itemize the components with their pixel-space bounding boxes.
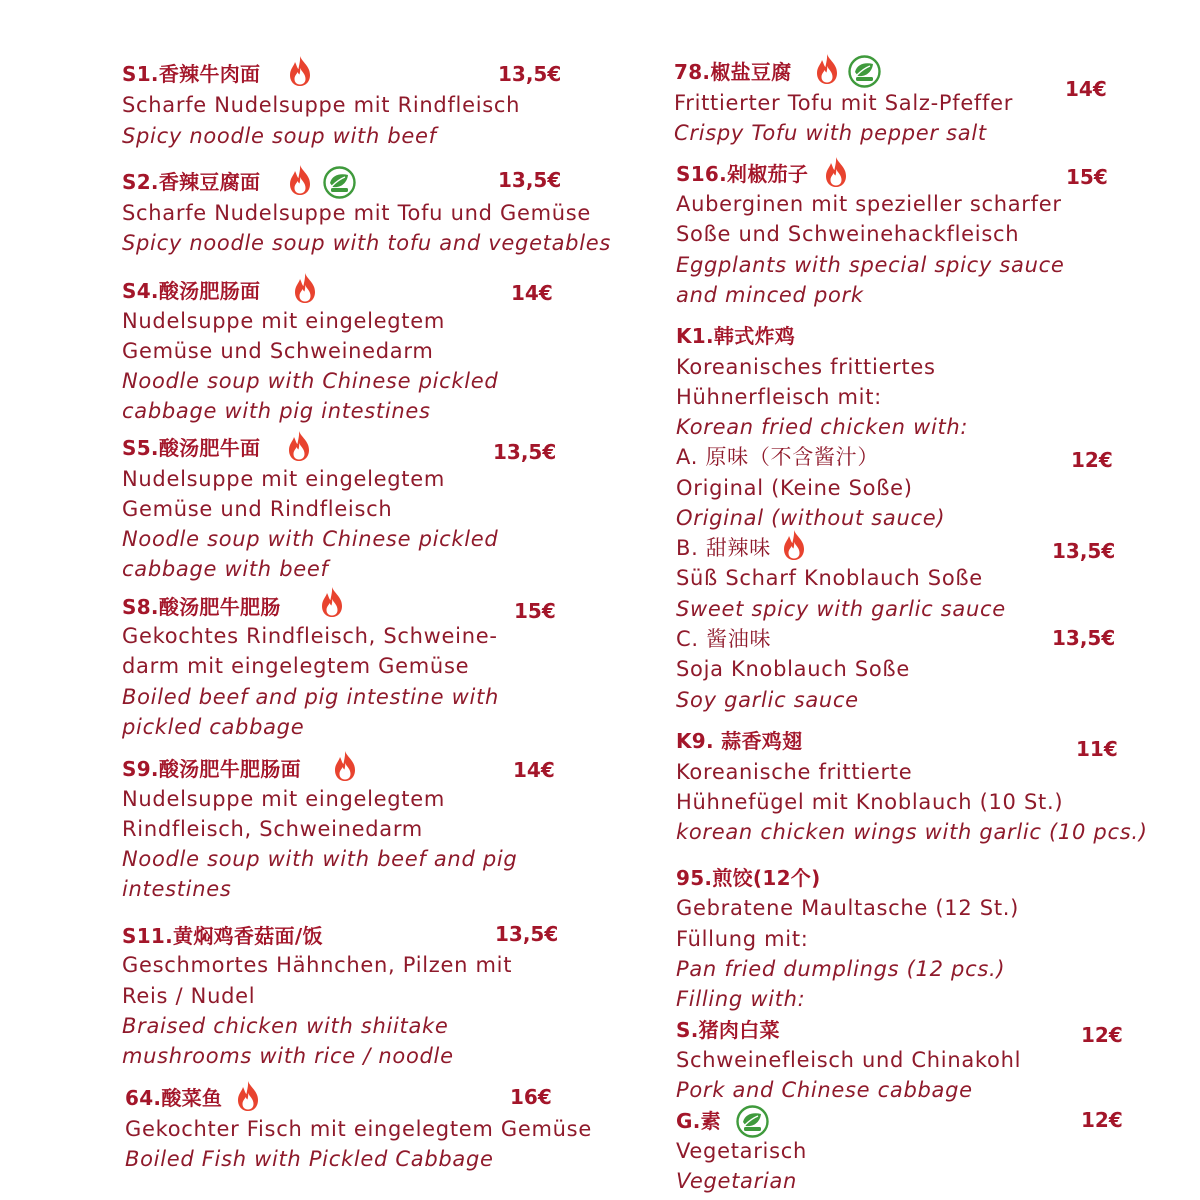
dish-title: S16.剁椒茄子 [676,162,809,186]
dish-title: S8.酸汤肥牛肥肠 [122,595,281,619]
dish-title: S2.香辣豆腐面 [122,170,261,194]
dish-price: 13,5€ [493,440,557,464]
flame-icon [285,164,315,196]
option-price: 12€ [1081,1023,1123,1047]
dish-desc-en: pickled cabbage [122,715,305,739]
dish-title: K9. 蒜香鸡翅 [676,729,803,753]
dish-desc-de: Scharfe Nudelsuppe mit Rindfleisch [122,93,521,117]
option-label: B. 甜辣味 [676,536,771,560]
option-desc-en: Pork and Chinese cabbage [676,1078,973,1102]
option-desc-de: Vegetarisch [676,1139,807,1163]
dish-price: 11€ [1076,737,1118,761]
dish-desc-de: Reis / Nudel [122,984,256,1008]
dish-desc-en: Filling with: [676,987,806,1011]
dish-desc-de: Nudelsuppe mit eingelegtem [122,467,446,491]
flame-icon [821,156,851,188]
dish-title: 64.酸菜鱼 [125,1086,223,1110]
flame-icon [233,1080,263,1112]
dish-desc-de: Nudelsuppe mit eingelegtem [122,787,446,811]
dish-desc-de: Hühnefügel mit Knoblauch (10 St.) [676,790,1064,814]
dish-desc-en: intestines [122,877,232,901]
vegan-icon [323,166,356,199]
dish-price: 14€ [511,281,553,305]
dish-desc-en: and minced pork [676,283,864,307]
dish-desc-de: Gemüse und Rindfleisch [122,497,393,521]
flame-icon [317,586,347,618]
option-desc-en: Sweet spicy with garlic sauce [676,597,1006,621]
dish-title: S11.黄焖鸡香菇面/饭 [122,924,323,948]
flame-icon [285,55,315,87]
dish-title: S4.酸汤肥肠面 [122,279,261,303]
dish-desc-de: Koreanisches frittiertes [676,355,936,379]
dish-desc-en: Boiled Fish with Pickled Cabbage [125,1147,494,1171]
option-desc-de: Soja Knoblauch Soße [676,657,910,681]
option-label: A. 原味（不含酱汁） [676,445,880,469]
dish-price: 13,5€ [498,168,562,192]
dish-desc-en: Crispy Tofu with pepper salt [674,121,987,145]
dish-title: S5.酸汤肥牛面 [122,436,261,460]
dish-desc-de: Gebratene Maultasche (12 St.) [676,896,1020,920]
flame-icon [330,750,360,782]
dish-price: 15€ [1066,165,1108,189]
flame-icon [290,272,320,304]
option-price: 12€ [1081,1108,1123,1132]
dish-desc-en: cabbage with pig intestines [122,399,431,423]
dish-price: 13,5€ [495,922,559,946]
dish-desc-de: Frittierter Tofu mit Salz-Pfeffer [674,91,1014,115]
option-price: 13,5€ [1052,626,1116,650]
dish-desc-de: Gekochter Fisch mit eingelegtem Gemüse [125,1117,592,1141]
dish-desc-de: Auberginen mit spezieller scharfer [676,192,1062,216]
dish-title: S9.酸汤肥牛肥肠面 [122,757,301,781]
dish-price: 13,5€ [498,62,562,86]
dish-price: 14€ [513,758,555,782]
dish-desc-en: Noodle soup with with beef and pig [122,847,518,871]
dish-desc-de: darm mit eingelegtem Gemüse [122,654,470,678]
option-title: G.素 [676,1109,721,1133]
option-desc-en: Vegetarian [676,1169,798,1193]
flame-icon [812,53,842,85]
dish-desc-de: Füllung mit: [676,927,809,951]
dish-title: S1.香辣牛肉面 [122,62,261,86]
dish-desc-en: Noodle soup with Chinese pickled [122,369,499,393]
dish-desc-de: Rindfleisch, Schweinedarm [122,817,423,841]
dish-desc-en: cabbage with beef [122,557,329,581]
option-price: 13,5€ [1052,539,1116,563]
dish-desc-en: Braised chicken with shiitake [122,1014,449,1038]
dish-desc-en: mushrooms with rice / noodle [122,1044,454,1068]
dish-desc-en: Spicy noodle soup with tofu and vegetables [122,231,612,255]
dish-desc-de: Scharfe Nudelsuppe mit Tofu und Gemüse [122,201,592,225]
dish-desc-de: Gemüse und Schweinedarm [122,339,434,363]
dish-desc-de: Soße und Schweinehackfleisch [676,222,1020,246]
dish-desc-de: Nudelsuppe mit eingelegtem [122,309,446,333]
dish-price: 16€ [510,1085,552,1109]
dish-desc-en: Noodle soup with Chinese pickled [122,527,499,551]
dish-price: 14€ [1065,77,1107,101]
dish-desc-en: Eggplants with special spicy sauce [676,253,1065,277]
option-title: S.猪肉白菜 [676,1018,780,1042]
dish-desc-en: Pan fried dumplings (12 pcs.) [676,957,1006,981]
dish-desc-en: Spicy noodle soup with beef [122,124,437,148]
dish-price: 15€ [514,599,556,623]
dish-desc-de: Koreanische frittierte [676,760,913,784]
dish-desc-en: korean chicken wings with garlic (10 pcs.) [676,820,1148,844]
option-label: C. 酱油味 [676,627,772,651]
vegan-icon [848,55,881,88]
vegan-icon [736,1105,769,1138]
option-desc-de: Süß Scharf Knoblauch Soße [676,566,983,590]
dish-desc-de: Gekochtes Rindfleisch, Schweine- [122,624,498,648]
dish-title: 95.煎饺(12个) [676,866,821,890]
option-desc-en: Original (without sauce) [676,506,946,530]
dish-desc-en: Korean fried chicken with: [676,415,969,439]
dish-title: 78.椒盐豆腐 [674,60,792,84]
flame-icon [779,529,809,561]
option-price: 12€ [1071,448,1113,472]
option-desc-en: Soy garlic sauce [676,688,859,712]
dish-desc-de: Hühnerfleisch mit: [676,385,882,409]
dish-desc-en: Boiled beef and pig intestine with [122,685,500,709]
option-desc-de: Original (Keine Soße) [676,476,913,500]
dish-title: K1.韩式炸鸡 [676,324,796,348]
option-desc-de: Schweinefleisch und Chinakohl [676,1048,1022,1072]
dish-desc-de: Geschmortes Hähnchen, Pilzen mit [122,953,513,977]
flame-icon [284,430,314,462]
